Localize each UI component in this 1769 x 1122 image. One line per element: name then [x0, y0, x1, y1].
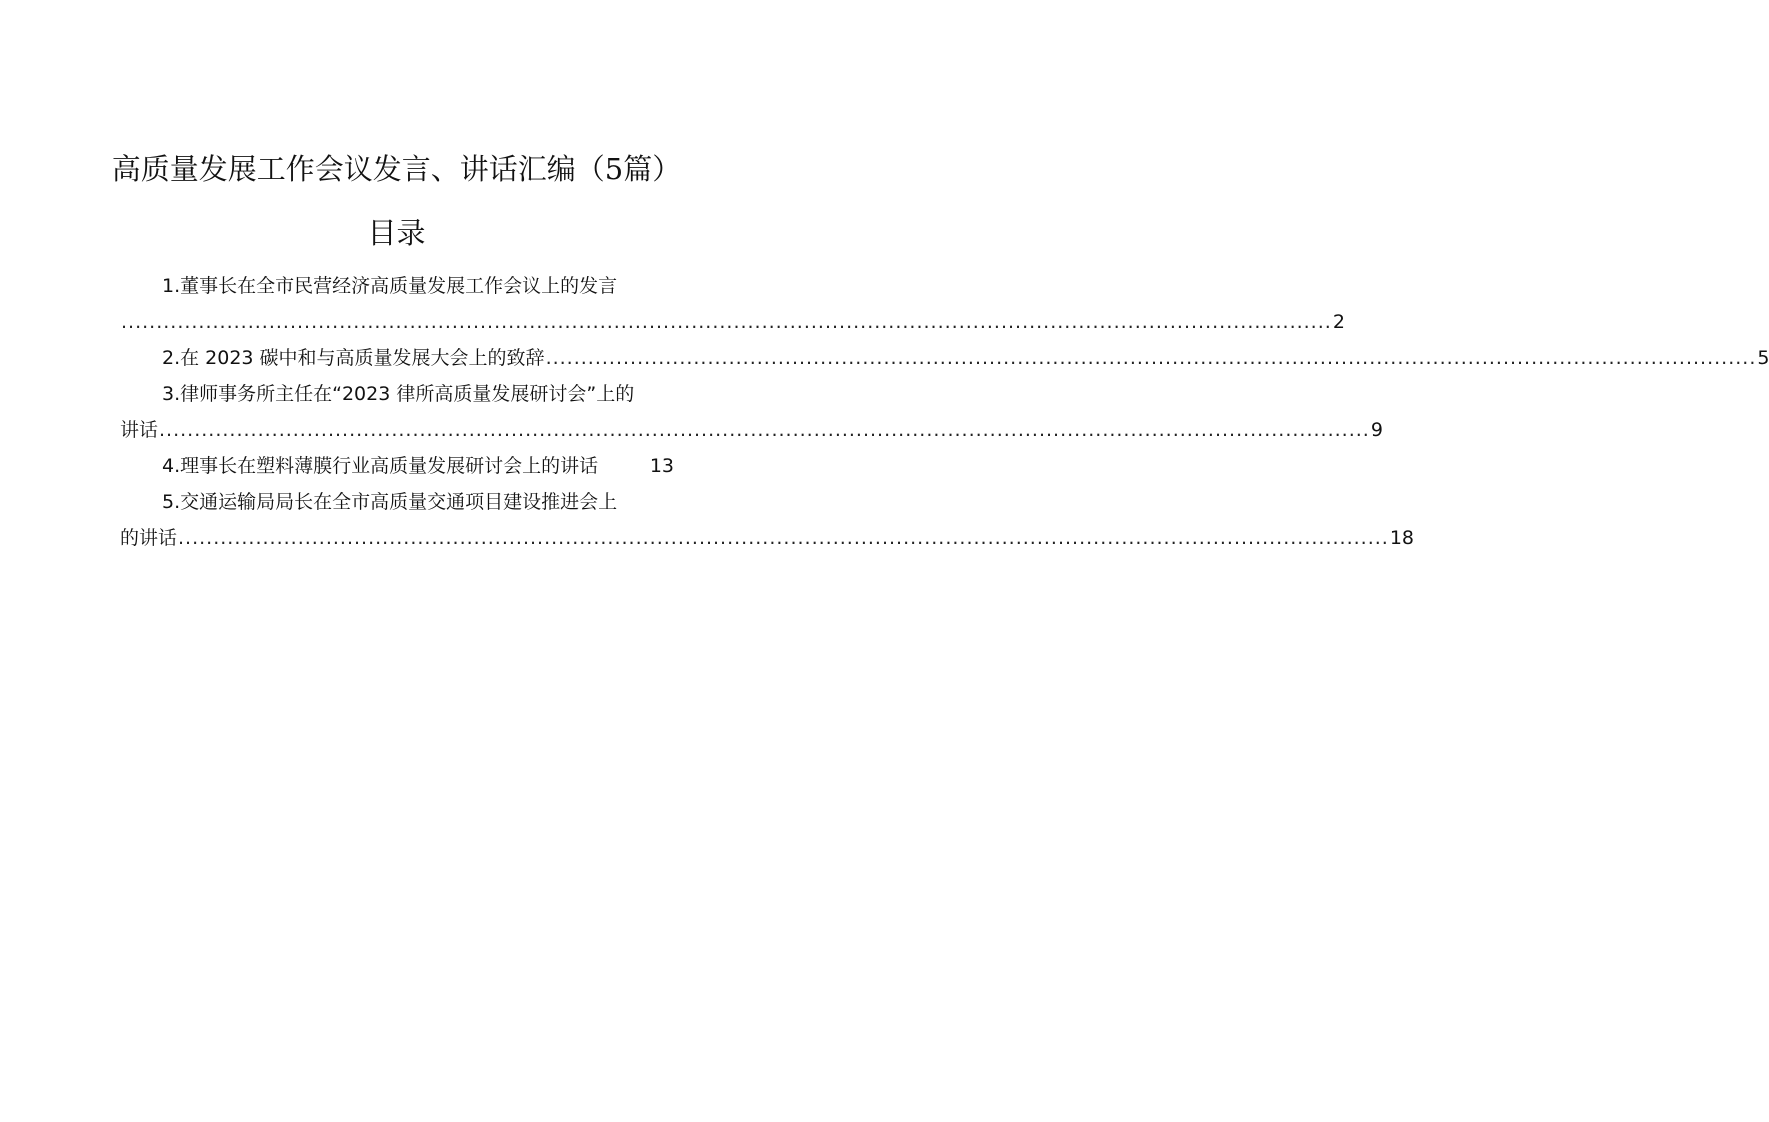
- document-title: 高质量发展工作会议发言、讲话汇编（5篇）: [111, 152, 682, 186]
- toc-entry-1[interactable]: [120, 268, 1345, 340]
- toc-entry-title: 1.董事长在全市民营经济高质量发展工作会议上的发言: [162, 275, 618, 297]
- toc-page-number: 5: [1757, 347, 1769, 369]
- dot-leader: ............................................................................................................................................................................: [545, 347, 1757, 369]
- toc-page-number: 2: [1332, 311, 1345, 333]
- toc-entry-title-continued: 讲话: [120, 419, 159, 441]
- dot-leader: ............................................................................................................................................................................: [159, 419, 1370, 441]
- toc-heading: 目录: [367, 216, 426, 250]
- toc-entry-4[interactable]: [120, 448, 674, 484]
- toc-page-number: 9: [1370, 419, 1383, 441]
- dot-leader: ............................................................................................................................................................................: [121, 311, 1332, 333]
- toc-entry-title: 2.在 2023 碳中和与高质量发展大会上的致辞: [162, 347, 545, 369]
- toc-page-number: 18: [1389, 527, 1415, 549]
- toc-entry-5[interactable]: [120, 484, 1415, 556]
- toc-entry-2[interactable]: [120, 340, 1769, 376]
- toc-entry-title: 5.交通运输局局长在全市高质量交通项目建设推进会上: [162, 491, 618, 513]
- toc-entry-title: 3.律师事务所主任在“2023 律所高质量发展研讨会”上的: [162, 383, 635, 405]
- dot-leader: ............................................................................................................................................................................: [178, 527, 1389, 549]
- table-of-contents: [120, 268, 1769, 556]
- toc-entry-title: 4.理事长在塑料薄膜行业高质量发展研讨会上的讲话: [162, 455, 599, 477]
- toc-entry-title-continued: 的讲话: [120, 527, 178, 549]
- toc-page-number: 13: [649, 455, 674, 477]
- toc-entry-3[interactable]: [120, 376, 1383, 448]
